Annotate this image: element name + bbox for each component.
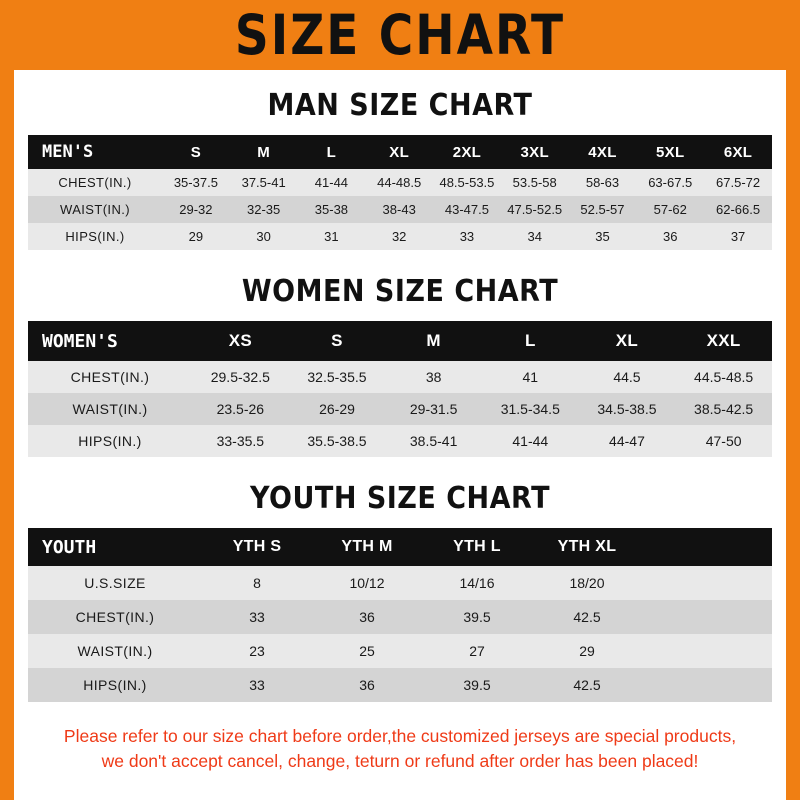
cell: 34.5-38.5 — [597, 401, 657, 417]
cell: 41 — [522, 369, 539, 385]
cell: 31 — [324, 229, 339, 244]
cell: 57-62 — [653, 202, 687, 217]
cell-empty — [642, 634, 772, 668]
table-header-row — [28, 135, 772, 169]
cell: 63-67.5 — [648, 175, 693, 190]
cell: 43-47.5 — [444, 202, 489, 217]
cell: 37.5-41 — [241, 175, 286, 190]
women-row-hips-label: HIPS(IN.) — [78, 433, 142, 449]
man-col-5xl: 5XL — [656, 143, 685, 161]
table-header-row — [28, 528, 772, 566]
cell: 48.5-53.5 — [439, 175, 495, 190]
cell-empty — [642, 600, 772, 634]
cell: 39.5 — [463, 609, 491, 625]
man-col-m: M — [257, 143, 271, 161]
table-row — [28, 668, 772, 702]
youth-row-ussize-label: U.S.SIZE — [84, 575, 146, 591]
table-row — [28, 634, 772, 668]
table-row — [28, 566, 772, 600]
cell: 42.5 — [573, 609, 601, 625]
cell: 32.5-35.5 — [307, 369, 367, 385]
women-size-table — [28, 321, 772, 457]
cell: 10/12 — [349, 575, 385, 591]
man-col-2xl: 2XL — [452, 143, 482, 161]
man-col-l: L — [326, 143, 337, 161]
cell: 33 — [249, 609, 265, 625]
cell: 38-43 — [382, 202, 416, 217]
women-col-xl: XL — [615, 331, 639, 350]
youth-col-spacer — [642, 528, 772, 566]
cell: 52.5-57 — [580, 202, 625, 217]
youth-row-chest-label: CHEST(IN.) — [75, 609, 155, 625]
youth-col-l: YTH L — [453, 538, 501, 555]
youth-row-waist-label: WAIST(IN.) — [77, 643, 153, 659]
women-table-body — [28, 361, 772, 457]
man-row-chest-label: CHEST(IN.) — [58, 175, 132, 190]
cell: 35-37.5 — [173, 175, 218, 190]
cell: 32-35 — [247, 202, 281, 217]
cell: 44.5-48.5 — [694, 369, 754, 385]
table-header-row — [28, 321, 772, 361]
cell: 35.5-38.5 — [307, 433, 367, 449]
man-col-4xl: 4XL — [588, 143, 617, 161]
youth-section-title: YOUTH SIZE CHART — [249, 481, 551, 516]
content — [14, 90, 786, 775]
cell-empty — [642, 566, 772, 600]
cell: 35 — [595, 229, 610, 244]
cell: 33-35.5 — [216, 433, 265, 449]
man-table-header — [28, 135, 772, 169]
cell: 36 — [359, 677, 375, 693]
cell: 44-48.5 — [377, 175, 422, 190]
cell: 36 — [359, 609, 375, 625]
cell: 62-66.5 — [716, 202, 761, 217]
women-col-l: L — [524, 331, 536, 350]
banner — [14, 0, 786, 70]
cell: 14/16 — [459, 575, 495, 591]
man-section-title: MAN SIZE CHART — [267, 88, 533, 123]
order-notice-line-1: Please refer to our size chart before order,the customized jerseys are special products, — [63, 726, 737, 746]
women-col-xs: XS — [228, 331, 252, 350]
man-row-hips-label: HIPS(IN.) — [65, 229, 125, 244]
man-col-3xl: 3XL — [520, 143, 549, 161]
cell: 30 — [256, 229, 271, 244]
table-row — [28, 361, 772, 393]
cell: 47-50 — [705, 433, 742, 449]
cell: 8 — [253, 575, 261, 591]
table-row — [28, 169, 772, 196]
women-section-title: WOMEN SIZE CHART — [241, 274, 559, 309]
table-row — [28, 393, 772, 425]
youth-col-xl: YTH XL — [557, 538, 617, 555]
youth-row-hips-label: HIPS(IN.) — [83, 677, 147, 693]
women-row-chest-label: CHEST(IN.) — [70, 369, 150, 385]
order-notice-line-2: we don't accept cancel, change, teturn or refund after order has been placed! — [101, 751, 699, 772]
cell: 58-63 — [585, 175, 620, 190]
cell: 53.5-58 — [512, 175, 557, 190]
youth-corner-header: YOUTH — [42, 536, 97, 558]
cell: 31.5-34.5 — [500, 401, 560, 417]
man-corner-header: MEN'S — [42, 142, 94, 162]
cell: 23.5-26 — [216, 401, 265, 417]
man-col-s: S — [190, 143, 202, 161]
cell: 26-29 — [319, 401, 355, 417]
cell: 39.5 — [463, 677, 491, 693]
youth-table-body — [28, 566, 772, 702]
youth-col-m: YTH M — [341, 538, 393, 555]
cell: 44-47 — [609, 433, 645, 449]
cell: 41-44 — [512, 433, 549, 449]
women-row-waist-label: WAIST(IN.) — [72, 401, 148, 417]
cell: 35-38 — [314, 202, 349, 217]
women-corner-header: WOMEN'S — [42, 330, 118, 352]
table-row — [28, 425, 772, 457]
cell: 38.5-41 — [409, 433, 458, 449]
man-row-waist-label: WAIST(IN.) — [60, 202, 130, 217]
cell: 29-31.5 — [409, 401, 458, 417]
table-row — [28, 223, 772, 250]
cell-empty — [642, 668, 772, 702]
table-row — [28, 196, 772, 223]
cell: 38 — [425, 369, 442, 385]
table-row — [28, 600, 772, 634]
cell: 33 — [249, 677, 265, 693]
cell: 18/20 — [569, 575, 605, 591]
cell: 41-44 — [314, 175, 349, 190]
youth-table-header — [28, 528, 772, 566]
cell: 29 — [579, 643, 595, 659]
cell: 27 — [469, 643, 485, 659]
man-col-xl: XL — [389, 143, 410, 161]
cell: 23 — [249, 643, 265, 659]
man-col-6xl: 6XL — [723, 143, 753, 161]
cell: 36 — [663, 229, 678, 244]
order-notice — [34, 724, 766, 775]
youth-col-s: YTH S — [232, 538, 282, 555]
cell: 38.5-42.5 — [694, 401, 754, 417]
cell: 29-32 — [179, 202, 213, 217]
cell: 37 — [730, 229, 746, 244]
youth-size-table — [28, 528, 772, 702]
man-size-table — [28, 135, 772, 250]
cell: 44.5 — [613, 369, 641, 385]
cell: 34 — [527, 229, 542, 244]
cell: 29.5-32.5 — [210, 369, 270, 385]
cell: 29 — [188, 229, 204, 244]
women-table-header — [28, 321, 772, 361]
women-col-xxl: XXL — [706, 331, 741, 350]
cell: 33 — [459, 229, 475, 244]
cell: 67.5-72 — [716, 175, 761, 190]
women-col-s: S — [331, 331, 343, 350]
page-title: SIZE CHART — [234, 2, 566, 68]
man-table-body — [28, 169, 772, 250]
cell: 25 — [359, 643, 375, 659]
cell: 42.5 — [573, 677, 601, 693]
cell: 32 — [391, 229, 407, 244]
women-col-m: M — [426, 331, 441, 350]
cell: 47.5-52.5 — [507, 202, 563, 217]
